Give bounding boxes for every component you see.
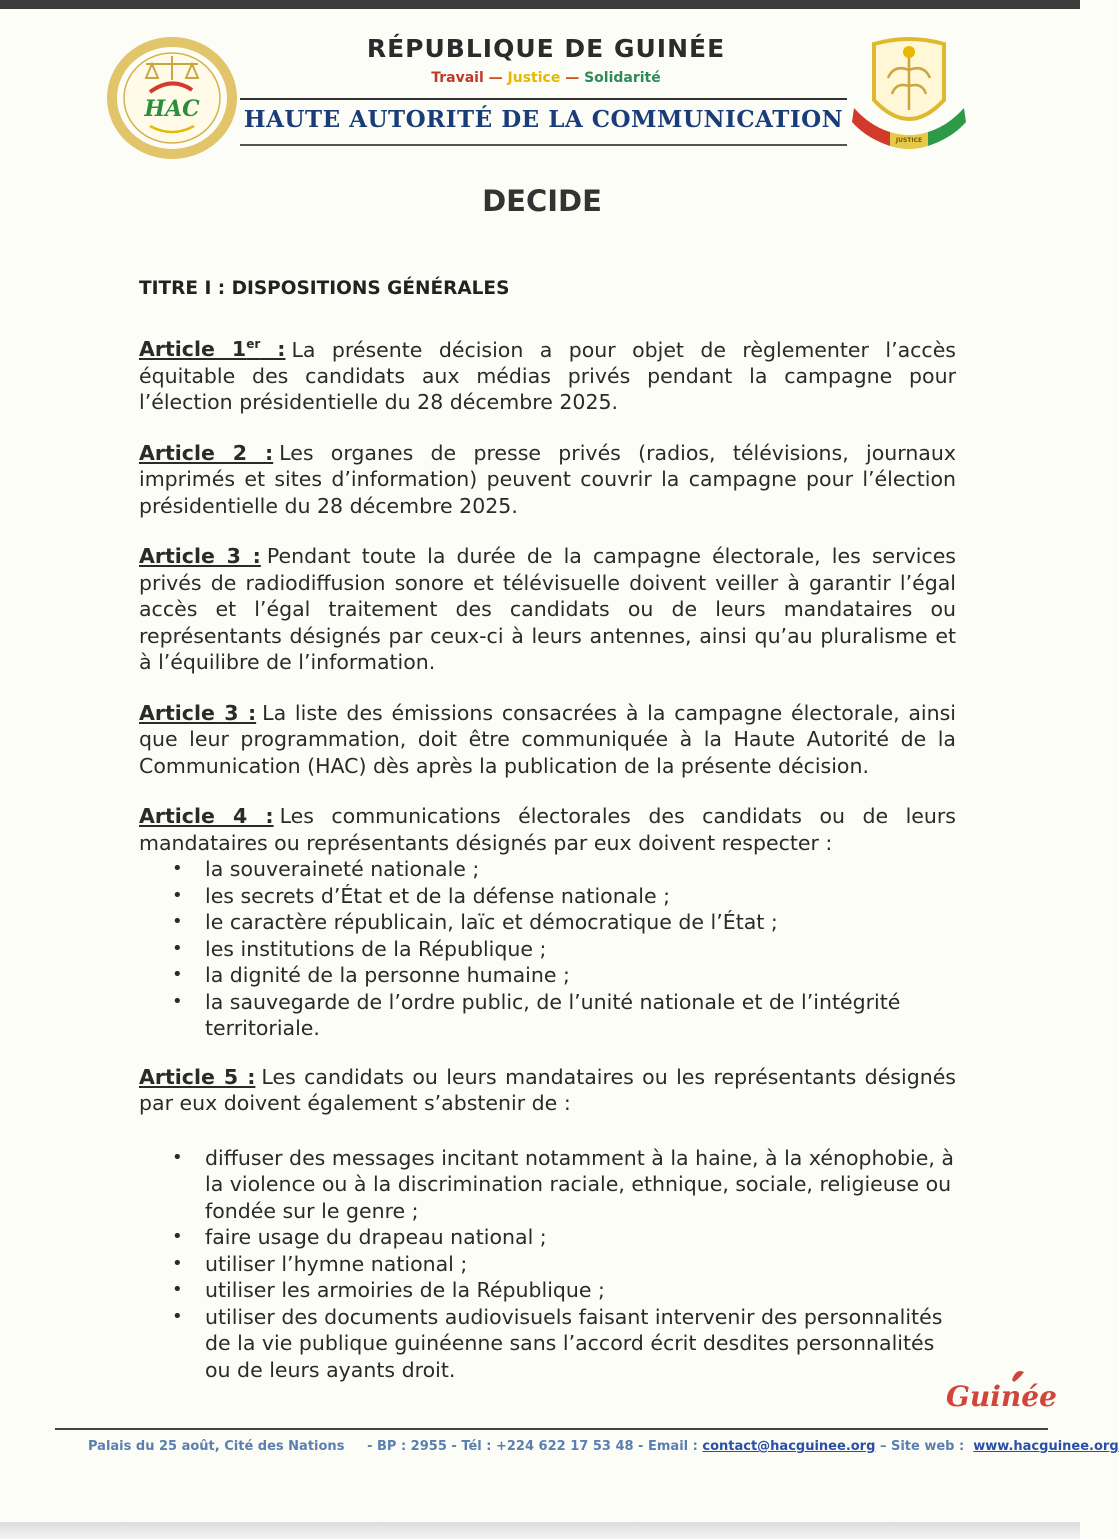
list-item: • la dignité de la personne humaine ;: [205, 962, 956, 989]
list-item: • utiliser l’hymne national ;: [205, 1251, 956, 1278]
document-heading: DECIDE: [482, 184, 602, 218]
footer-site-label: – Site web :: [879, 1439, 965, 1454]
article-text: La liste des émissions consacrées à la campagne électorale, ainsi que leur programmation, doit être communiquée à la Haute Autorité de la Communication (HAC) dès après la publication de la présente décision.: [139, 700, 956, 778]
motto-solidarite: Solidarité: [584, 70, 661, 86]
national-motto: [240, 70, 852, 86]
hac-logo-text: HAC: [144, 96, 200, 122]
article-label: Article 3 :: [139, 544, 261, 569]
article-label: Article 4 :: [139, 804, 274, 829]
section-title: TITRE I : DISPOSITIONS GÉNÉRALES: [139, 278, 510, 299]
article-label: Article 1er :: [139, 337, 286, 362]
coat-of-arms-emblem: [850, 30, 968, 148]
page-edge: [0, 1522, 1080, 1539]
footer-email-link[interactable]: contact@hacguinee.org: [702, 1439, 876, 1454]
article-label: Article 3 :: [139, 700, 257, 725]
document-body: [139, 276, 956, 1407]
list-item: • faire usage du drapeau national ;: [205, 1224, 956, 1251]
article-3-bis: [139, 700, 956, 780]
list-item: • le caractère républicain, laïc et démocratique de l’État ;: [205, 909, 956, 936]
authority-title: HAUTE AUTORITÉ DE LA COMMUNICATION: [243, 106, 844, 133]
footer-email-label: Email :: [648, 1439, 698, 1454]
motto-separator: —: [488, 70, 503, 86]
list-item: • la souveraineté nationale ;: [205, 856, 956, 883]
footer-contact: [88, 1439, 1119, 1454]
article-4-list: [139, 856, 956, 1042]
article-label: Article 5 :: [139, 1064, 256, 1089]
list-item: • la sauvegarde de l’ordre public, de l’unité nationale et de l’intégrité territoriale.: [205, 989, 956, 1042]
footer-address: Palais du 25 août, Cité des Nations: [88, 1439, 345, 1454]
window-top-bar: [0, 0, 1080, 9]
footer-website-link[interactable]: www.hacguinee.org: [973, 1439, 1119, 1454]
article-3: [139, 543, 956, 676]
list-item: • les secrets d’État et de la défense nationale ;: [205, 883, 956, 910]
motto-separator: —: [565, 70, 580, 86]
article-4: [139, 803, 956, 1042]
list-item: • utiliser des documents audiovisuels faisant intervenir des personnalités de la vie publique guinéenne sans l’accord écrit desdites personnalités ou de leurs ayants droit.: [205, 1304, 956, 1384]
guinee-logo-text: Guinée: [946, 1380, 1057, 1413]
guinee-logo: [942, 1362, 1058, 1420]
motto-travail: Travail: [431, 70, 484, 86]
footer-bp: - BP : 2955 -: [367, 1439, 457, 1454]
list-item: • utiliser les armoiries de la République ;: [205, 1277, 956, 1304]
motto-justice: Justice: [507, 70, 561, 86]
article-1: [139, 332, 956, 416]
footer-divider: [55, 1428, 1048, 1430]
header-divider: [240, 144, 847, 146]
hac-logo: [106, 34, 238, 158]
article-5-list: [139, 1145, 956, 1384]
article-text: Les candidats ou leurs mandataires ou les représentants désignés par eux doivent également s’abstenir de :: [139, 1064, 956, 1116]
article-text: Les communications électorales des candidats ou de leurs mandataires ou représentants désignés par eux doivent respecter :: [139, 804, 956, 855]
article-text: La présente décision a pour objet de règlementer l’accès équitable des candidats aux médias privés pendant la campagne pour l’élection présidentielle du 28 décembre 2025.: [139, 337, 956, 415]
list-item: • diffuser des messages incitant notamment à la haine, à la xénophobie, à la violence ou à la discrimination raciale, ethnique, sociale, religieuse ou fondée sur le genre ;: [205, 1145, 956, 1225]
article-text: Pendant toute la durée de la campagne électorale, les services privés de radiodiffusion sonore et télévisuelle doivent veiller à garantir l’égal accès et l’égal traitement des candidats ou de leurs mandataires ou représentants désignés par ceux-ci à leurs antennes, ainsi qu’au pluralisme et à l’équilibre de l’information.: [139, 544, 956, 675]
article-label: Article 2 :: [139, 440, 274, 465]
footer-tel: Tél : +224 622 17 53 48 -: [461, 1439, 644, 1454]
header-divider: [240, 98, 847, 100]
article-5: [139, 1064, 956, 1384]
list-item: • les institutions de la République ;: [205, 936, 956, 963]
arms-ribbon-justice: JUSTICE: [895, 137, 923, 144]
article-text: Les organes de presse privés (radios, télévisions, journaux imprimés et sites d’information) peuvent couvrir la campagne pour l’élection présidentielle du 28 décembre 2025.: [139, 440, 956, 518]
article-2: [139, 440, 956, 520]
republic-title: RÉPUBLIQUE DE GUINÉE: [366, 34, 726, 63]
